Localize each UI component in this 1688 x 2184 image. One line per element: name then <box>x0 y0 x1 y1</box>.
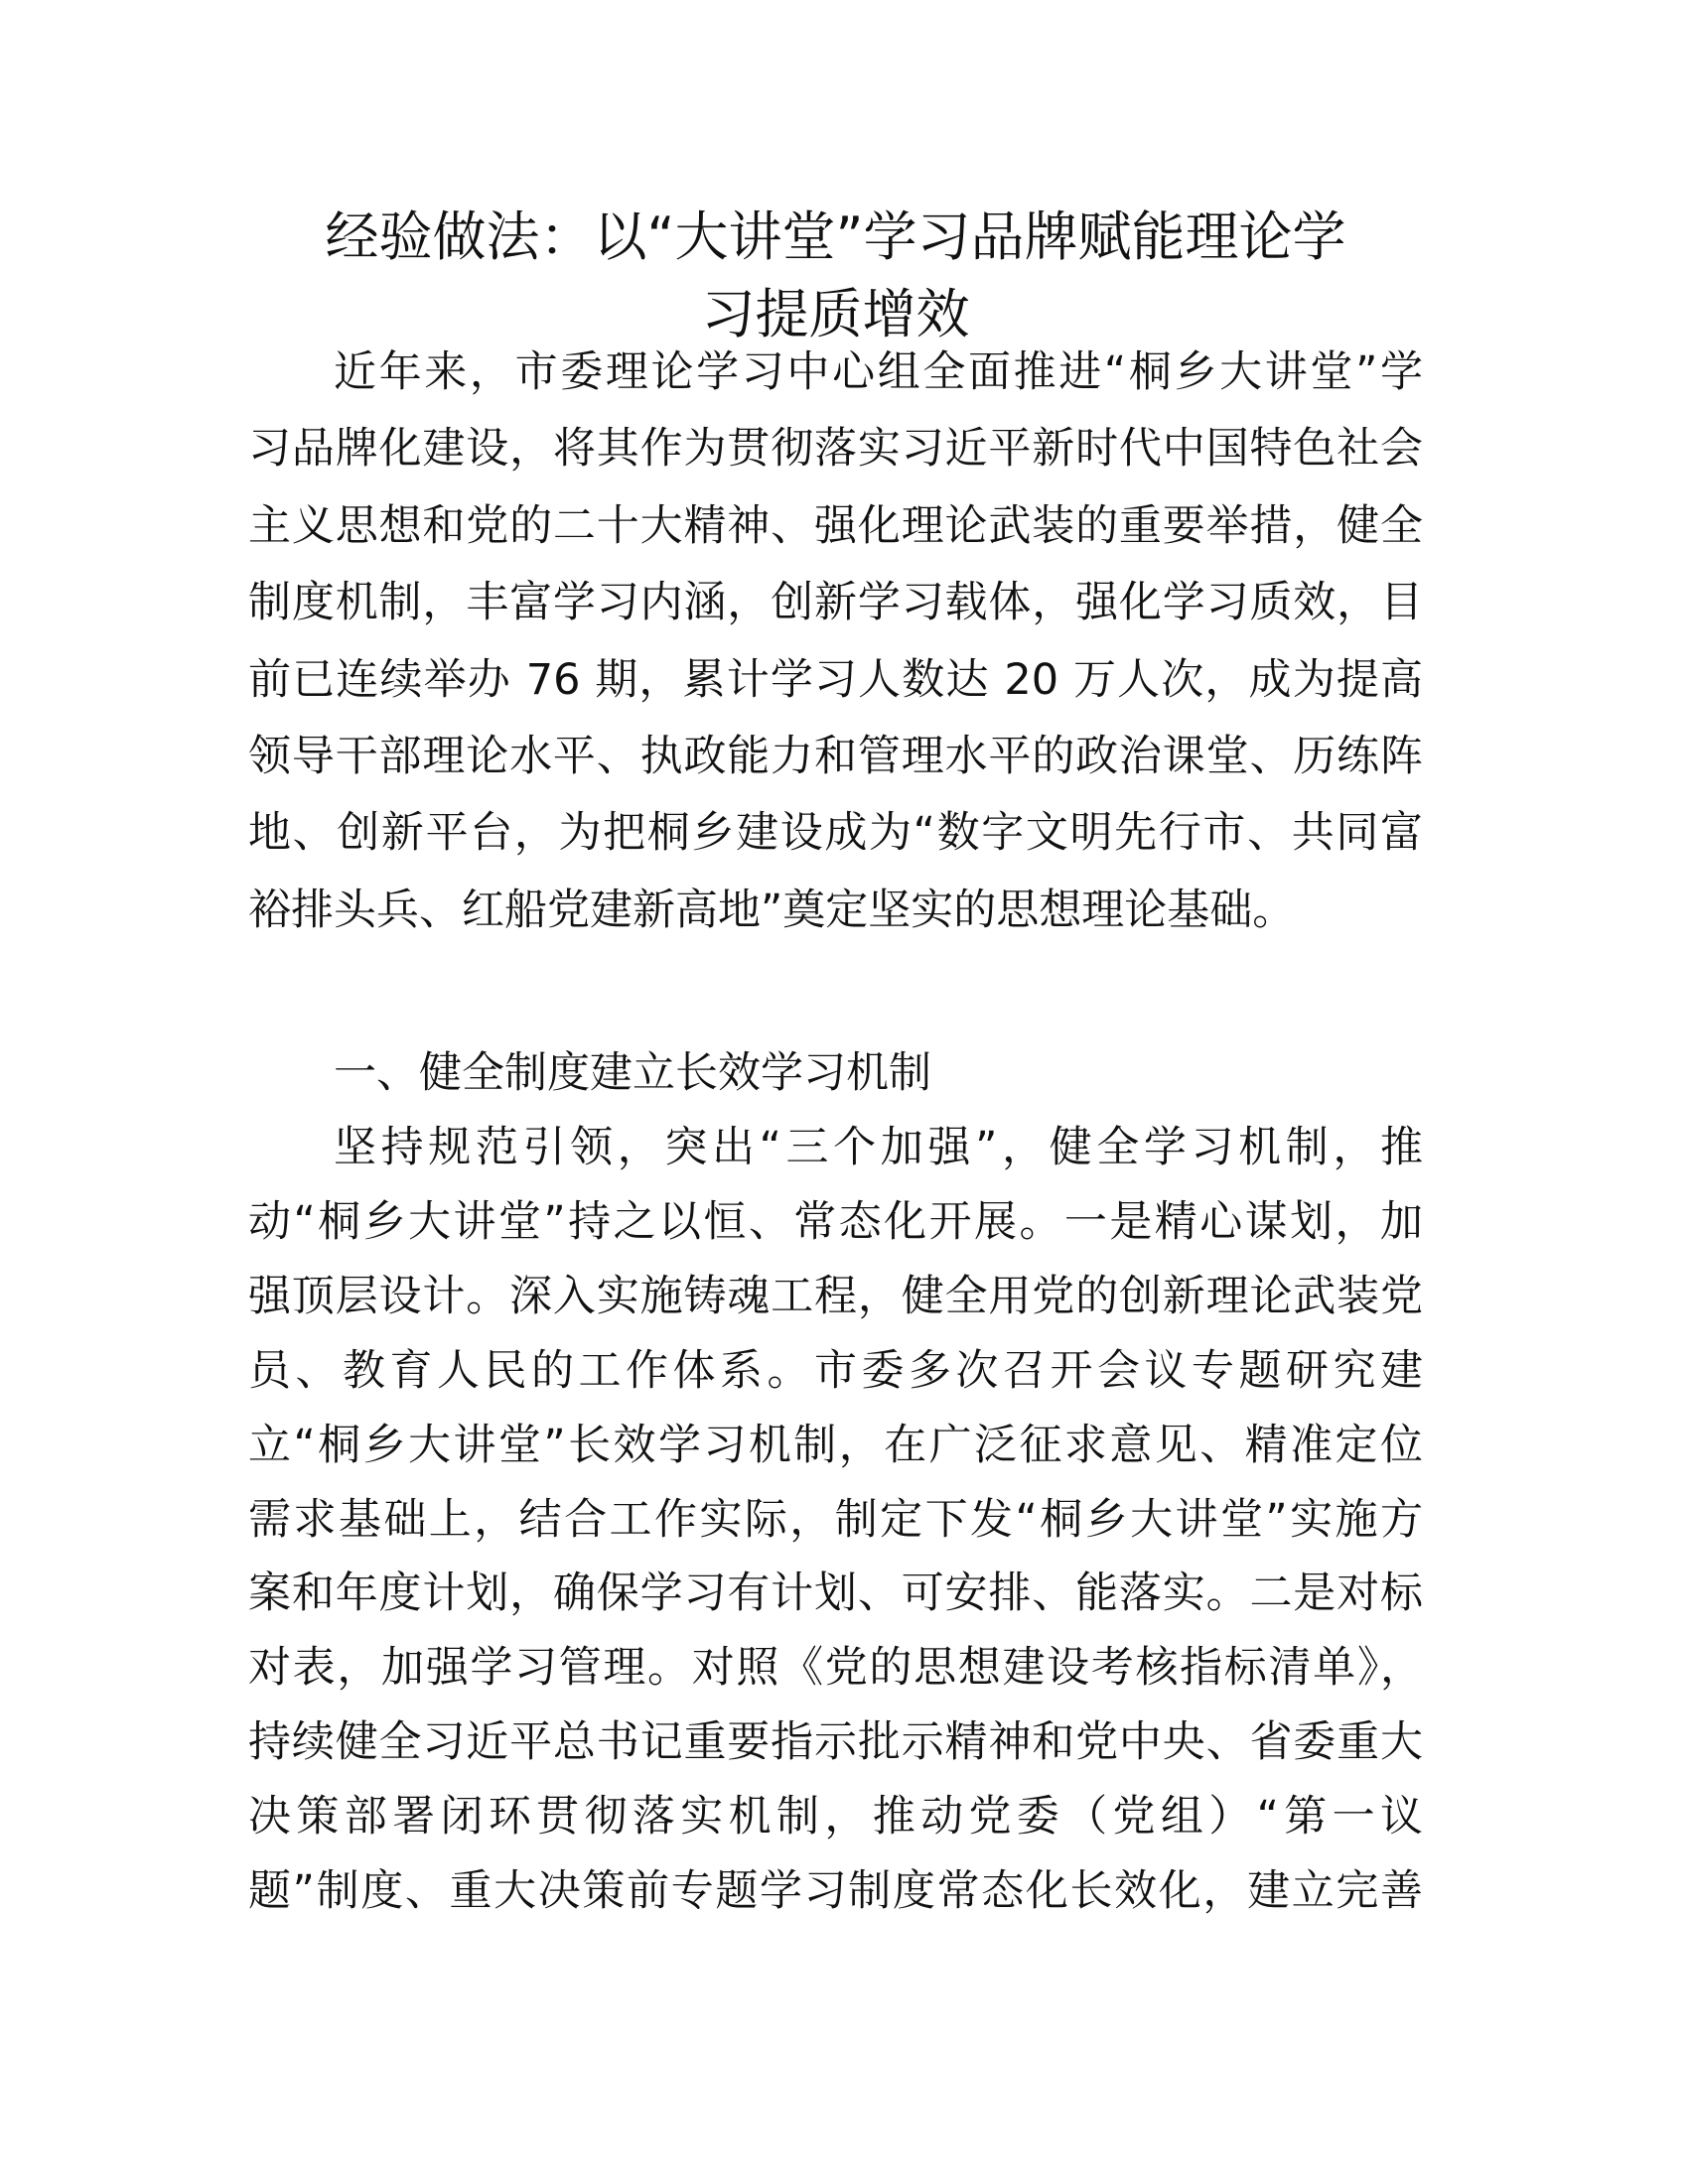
text-line: 前已连续举办 76 期，累计学习人数达 20 万人次，成为提高 <box>248 654 1423 705</box>
document-title <box>248 199 1423 353</box>
text-line: 题”制度、重大决策前专题学习制度常态化长效化，建立完善 <box>248 1866 1423 1917</box>
text-line: 动“桐乡大讲堂”持之以恒、常态化开展。一是精心谋划，加 <box>248 1196 1423 1247</box>
section-heading-1 <box>248 1035 1423 1112</box>
text-line: 坚持规范引领，突出“三个加强”，健全学习机制，推 <box>334 1123 1423 1172</box>
text-line: 案和年度计划，确保学习有计划、可安排、能落实。二是对标 <box>248 1569 1423 1619</box>
paragraph-section-1 <box>248 1111 1423 1929</box>
text-line: 经验做法：以“大讲堂”学习品牌赋能理论学 <box>325 205 1346 268</box>
text-line: 制度机制，丰富学习内涵，创新学习载体，强化学习质效，目 <box>248 578 1423 628</box>
text-line: 习品牌化建设，将其作为贯彻落实习近平新时代中国特色社会 <box>248 424 1423 475</box>
paragraph-intro <box>248 335 1423 949</box>
text-line: 需求基础上，结合工作实际，制定下发“桐乡大讲堂”实施方 <box>248 1494 1423 1545</box>
text-line: 主义思想和党的二十大精神、强化理论武装的重要举措，健全 <box>248 500 1423 551</box>
text-line: 立“桐乡大讲堂”长效学习机制，在广泛征求意见、精准定位 <box>248 1420 1423 1470</box>
text-line: 决策部署闭环贯彻落实机制，推动党委（党组）“第一议 <box>248 1792 1423 1843</box>
text-line: 对表，加强学习管理。对照《党的思想建设考核指标清单》， <box>248 1643 1423 1694</box>
text-line: 裕排头兵、红船党建新高地”奠定坚实的思想理论基础。 <box>248 885 1296 935</box>
text-line: 持续健全习近平总书记重要指示批示精神和党中央、省委重大 <box>248 1717 1423 1768</box>
text-line: 近年来，市委理论学习中心组全面推进“桐乡大讲堂”学 <box>334 347 1423 397</box>
text-line: 强顶层设计。深入实施铸魂工程，健全用党的创新理论武装党 <box>248 1271 1423 1321</box>
text-line: 一、健全制度建立长效学习机制 <box>334 1048 931 1098</box>
text-line: 员、教育人民的工作体系。市委多次召开会议专题研究建 <box>248 1345 1423 1396</box>
text-line: 领导干部理论水平、执政能力和管理水平的政治课堂、历练阵 <box>248 732 1423 782</box>
text-line: 习提质增效 <box>701 283 970 345</box>
text-line: 地、创新平台，为把桐乡建设成为“数字文明先行市、共同富 <box>248 808 1423 859</box>
